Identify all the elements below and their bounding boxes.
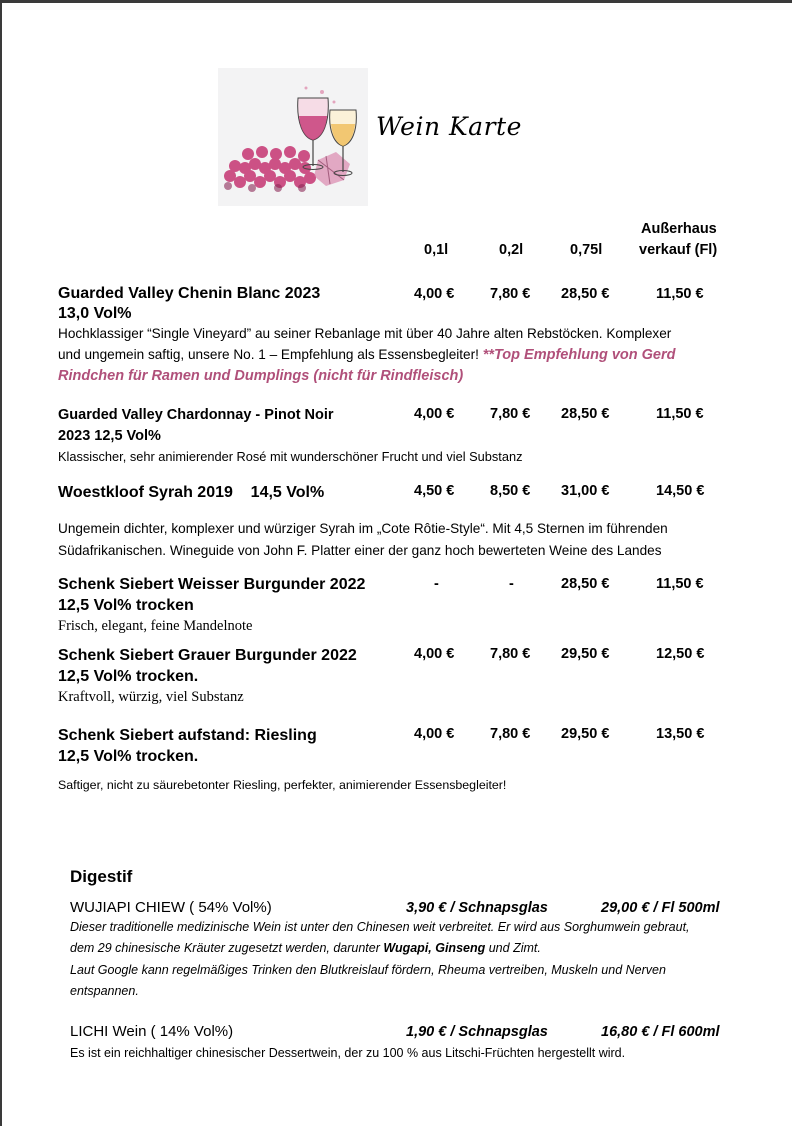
digestif-price-bottle: 16,80 € / Fl 600ml	[601, 1024, 720, 1040]
page-title: Wein Karte	[376, 112, 522, 141]
price-ausserhaus: 12,50 €	[656, 646, 705, 662]
digestif-name: WUJIAPI CHIEW ( 54% Vol%)	[70, 899, 272, 916]
col-header-01l: 0,1l	[424, 242, 449, 258]
wine-name: Schenk Siebert aufstand: Riesling	[58, 727, 317, 744]
price-075l: 28,50 €	[561, 286, 610, 302]
recommendation-note: **Top Empfehlung von Gerd	[482, 347, 676, 363]
price-02l: 7,80 €	[490, 646, 531, 662]
page-border-left	[0, 0, 2, 1126]
price-075l: 28,50 €	[561, 406, 610, 422]
wine-description: Klassischer, sehr animierender Rosé mit wunderschöner Frucht und viel Substanz	[58, 449, 523, 464]
price-01l: 4,00 €	[414, 406, 455, 422]
price-01l: 4,00 €	[414, 286, 455, 302]
price-ausserhaus: 11,50 €	[656, 406, 704, 422]
digestif-name: LICHI Wein ( 14% Vol%)	[70, 1023, 234, 1040]
digestif-description: Es ist ein reichhaltiger chinesischer Dessertwein, der zu 100 % aus Litschi-Früchten hergestellt wird.	[70, 1046, 626, 1060]
wine-vol: 12,5 Vol% trocken.	[58, 748, 199, 765]
price-01l: -	[434, 576, 439, 592]
col-header-075l: 0,75l	[570, 242, 603, 258]
wine-name: Schenk Siebert Grauer Burgunder 2022	[58, 647, 357, 664]
price-02l: 7,80 €	[490, 286, 531, 302]
digestif-price-glass: 3,90 € / Schnapsglas	[406, 900, 548, 916]
price-075l: 29,50 €	[561, 646, 610, 662]
digestif-price-glass: 1,90 € / Schnapsglas	[406, 1024, 548, 1040]
digestif-description: dem 29 chinesische Kräuter zugesetzt werden, darunter Wugapi, Ginseng und Zimt.	[70, 941, 541, 955]
digestif-description: Dieser traditionelle medizinische Wein ist unter den Chinesen weit verbreitet. Er wird aus Sorghumwein gebraut,	[70, 920, 690, 934]
wine-glasses-grapes-logo	[218, 68, 368, 206]
wine-name: Schenk Siebert Weisser Burgunder 2022	[58, 576, 366, 593]
price-075l: 31,00 €	[561, 483, 610, 499]
digestif-description: Laut Google kann regelmäßiges Trinken den Blutkreislauf fördern, Rheuma vertreiben, Muskeln und Nerven	[70, 963, 666, 977]
wine-vol: 14,5 Vol%	[250, 484, 325, 501]
price-01l: 4,00 €	[414, 646, 455, 662]
wine-description: Südafrikanischen. Wineguide von John F. Platter einer der ganz hoch bewerteten Weine des Landes	[58, 543, 662, 558]
digestif-description: entspannen.	[70, 984, 139, 998]
wine-description: Frisch, elegant, feine Mandelnote	[58, 618, 253, 634]
price-075l: 29,50 €	[561, 726, 610, 742]
wine-description: Hochklassiger “Single Vineyard” au seiner Rebanlage mit über 40 Jahre alten Rebstöcken. Komplexer	[58, 326, 672, 341]
wine-description: und ungemein saftig, unsere No. 1 – Empfehlung als Essensbegleiter! **Top Empfehlung von Gerd	[58, 347, 676, 363]
price-02l: -	[509, 576, 514, 592]
wine-vol: 12,5 Vol% trocken.	[58, 668, 199, 685]
price-075l: 28,50 €	[561, 576, 610, 592]
col-header-02l: 0,2l	[499, 242, 524, 258]
price-02l: 8,50 €	[490, 483, 531, 499]
wine-name: Guarded Valley Chardonnay - Pinot Noir	[58, 407, 334, 423]
price-02l: 7,80 €	[490, 726, 531, 742]
wine-description: Saftiger, nicht zu säurebetonter Riesling, perfekter, animierender Essensbegleiter!	[58, 778, 507, 792]
price-01l: 4,00 €	[414, 726, 455, 742]
wine-name: Woestkloof Syrah 2019 14,5 Vol%	[58, 484, 325, 501]
wine-description: Ungemein dichter, komplexer und würziger Syrah im „Cote Rôtie-Style“. Mit 4,5 Sternen im führenden	[58, 521, 668, 536]
price-ausserhaus: 11,50 €	[656, 286, 704, 302]
wine-vol: 12,5 Vol% trocken	[58, 597, 194, 614]
section-title-digestif: Digestif	[70, 867, 133, 886]
price-01l: 4,50 €	[414, 483, 455, 499]
wine-vol: 2023 12,5 Vol%	[58, 428, 161, 444]
wine-description: Kraftvoll, würzig, viel Substanz	[58, 689, 244, 705]
price-ausserhaus: 13,50 €	[656, 726, 705, 742]
page-border-top	[0, 0, 792, 3]
digestif-price-bottle: 29,00 € / Fl 500ml	[601, 900, 720, 916]
wine-vol: 13,0 Vol%	[58, 305, 132, 322]
price-ausserhaus: 11,50 €	[656, 576, 704, 592]
price-ausserhaus: 14,50 €	[656, 483, 705, 499]
col-header-ausserhaus: Außerhaus	[641, 221, 717, 237]
recommendation-note: Rindchen für Ramen und Dumplings (nicht für Rindfleisch)	[58, 368, 464, 384]
price-02l: 7,80 €	[490, 406, 531, 422]
wine-name: Guarded Valley Chenin Blanc 2023	[58, 285, 321, 302]
col-header-verkauf: verkauf (Fl)	[639, 242, 718, 258]
